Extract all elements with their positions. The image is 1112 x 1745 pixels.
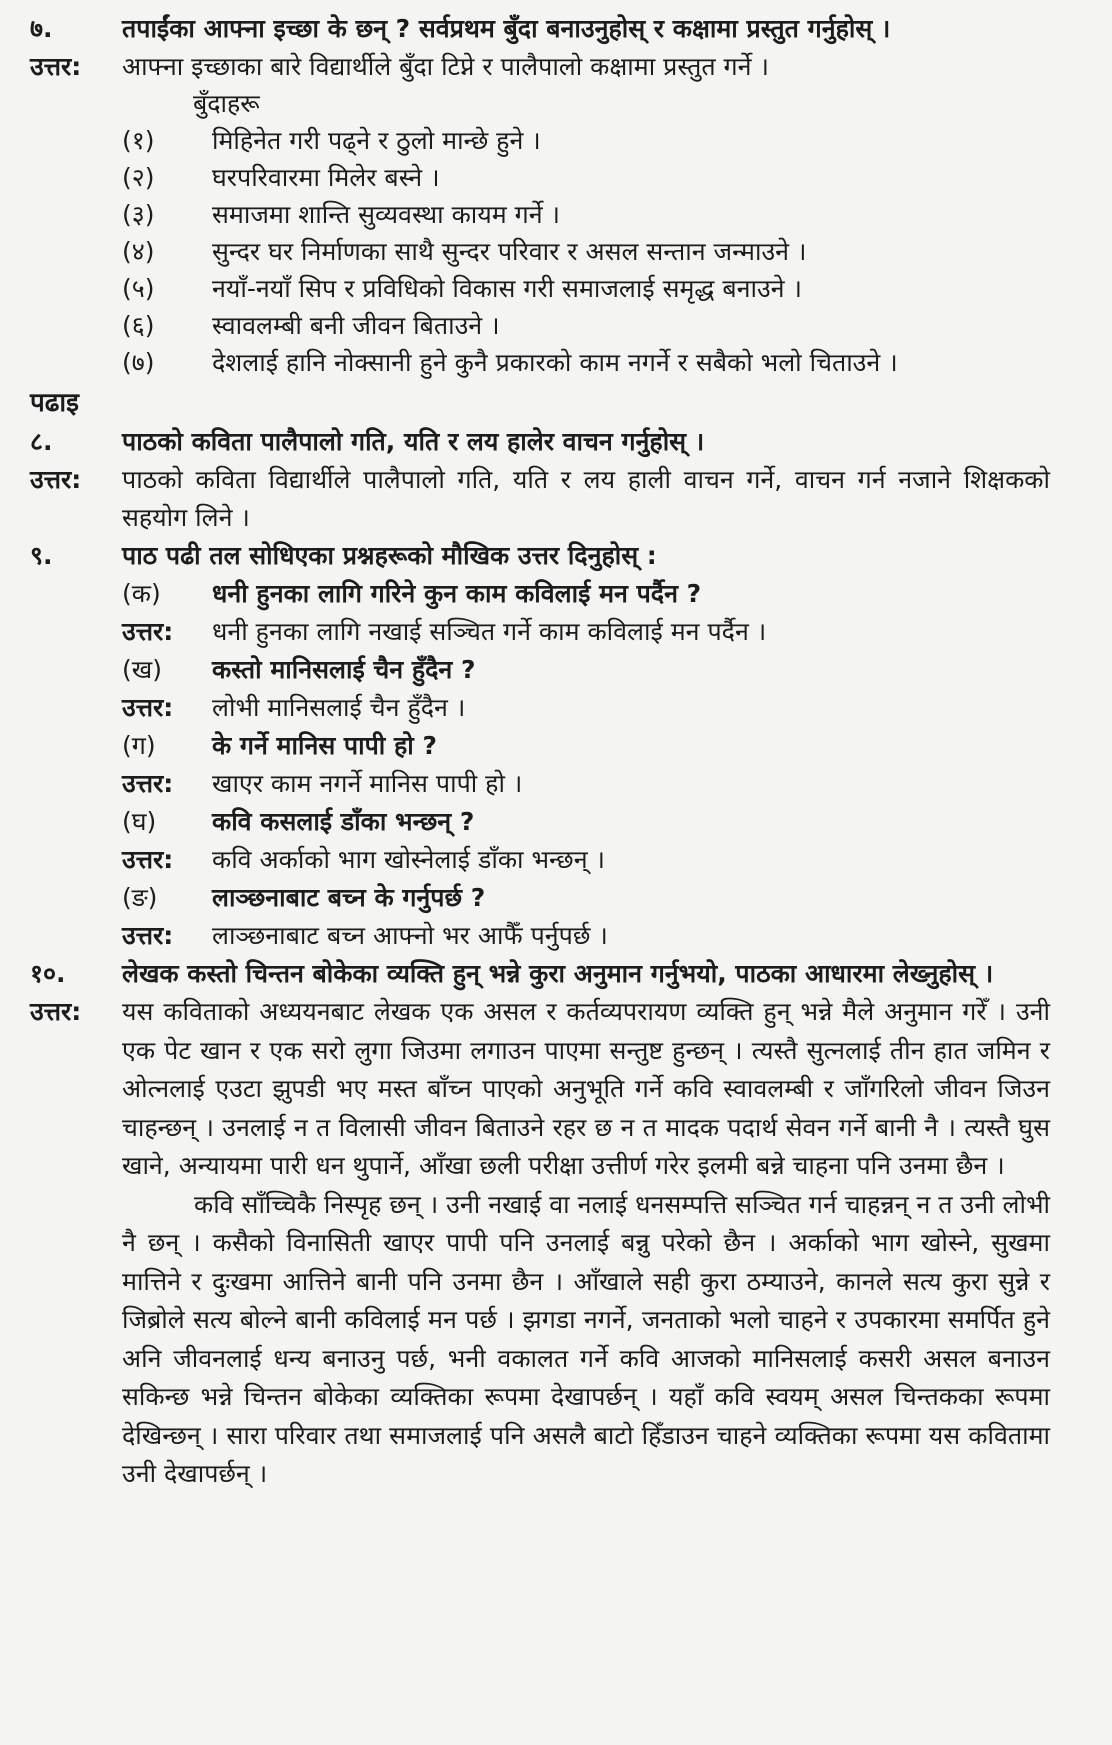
sub-question-label: (ख): [122, 655, 162, 684]
points-heading: बुँदाहरू: [193, 89, 260, 118]
sub-question: [122, 803, 1050, 841]
list-item: [122, 344, 1050, 381]
question-7: [30, 10, 1050, 48]
question-8: [30, 423, 1050, 461]
question-number: १०.: [30, 959, 66, 988]
answer-10: [30, 993, 1050, 1186]
sub-question-text: धनी हुनका लागि गरिने कुन काम कविलाई मन पर्दैन ?: [212, 579, 702, 608]
answer-label: उत्तर:: [30, 465, 82, 494]
points-list: [30, 122, 1050, 381]
point-text: घरपरिवारमा मिलेर बस्ने ।: [212, 163, 440, 192]
question-text: पाठको कविता पालैपालो गति, यति र लय हालेर वाचन गर्नुहोस् ।: [122, 427, 705, 456]
answer-paragraph-2: कवि साँच्चिकै निस्पृह छन् । उनी नखाई वा नलाई धनसम्पत्ति सञ्चित गर्न चाहन्नन् न त उनी लोभी नै छन् । कसैको विनासिती खाएर पापी पनि उनलाई बन्नु परेको छैन । अर्काको भाग खोस्ने, सुखमा मात्तिने र दुःखमा आत्तिने बानी पनि उनमा छैन । आँखाले सही कुरा ठम्याउने, कानले सत्य कुरा सुन्ने र जिब्रोले सत्य बोल्ने बानी कविलाई मन पर्छ । झगडा नगर्ने, जनताको भलो चाहने र उपकारमा समर्पित हुने अनि जीवनलाई धन्य बनाउनु पर्छ, भनी वकालत गर्ने कवि आजको मानिसलाई कसरी असल बनाउन सकिन्छ भन्ने चिन्तन बोकेका व्यक्तिका रूपमा देखापर्छन् । यहाँ कवि स्वयम् असल चिन्तकका रूपमा देखिन्छन् । सारा परिवार तथा समाजलाई पनि असलै बाटो हिँडाउन चाहने व्यक्तिका रूपमा यस कवितामा उनी देखापर्छन् ।: [122, 1189, 1050, 1488]
answer-label: उत्तर:: [122, 693, 174, 722]
list-item: [122, 196, 1050, 233]
sub-question-text: कवि कसलाई डाँका भन्छन् ?: [212, 807, 475, 836]
point-label: (६): [122, 311, 155, 340]
question-text: तपाईंका आफ्ना इच्छा के छन् ? सर्वप्रथम बुँदा बनाउनुहोस् र कक्षामा प्रस्तुत गर्नुहोस् ।: [122, 14, 891, 43]
answer-paragraph-1: यस कविताको अध्ययनबाट लेखक एक असल र कर्तव्यपरायण व्यक्ति हुन् भन्ने मैले अनुमान गरेँ । उनी एक पेट खान र एक सरो लुगा जिउमा लगाउन पाएमा सन्तुष्ट हुन्छन् । त्यस्तै सुत्नलाई तीन हात जमिन र ओत्नलाई एउटा झुपडी भए मस्त बाँच्न पाएको अनुभूति गर्ने कवि स्वावलम्बी र जाँगरिलो जीवन जिउन चाहन्छन् । उनलाई न त विलासी जीवन बिताउने रहर छ न त मादक पदार्थ सेवन गर्ने बानी नै । त्यस्तै घुस खाने, अन्यायमा पारी धन थुपार्ने, आँखा छली परीक्षा उत्तीर्ण गरेर इलमी बन्ने चाहना पनि उनमा छैन ।: [122, 997, 1050, 1180]
sub-answer-text: लाञ्छनाबाट बच्न आफ्नो भर आफैँ पर्नुपर्छ ।: [212, 921, 608, 950]
sub-answer: [122, 613, 1050, 651]
answer-label: उत्तर:: [122, 845, 174, 874]
sub-answer: [122, 841, 1050, 879]
question-number: ९.: [30, 541, 53, 570]
section-heading: पढाइ: [30, 388, 79, 418]
question-text: पाठ पढी तल सोधिएका प्रश्नहरूको मौखिक उत्तर दिनुहोस् :: [122, 541, 657, 570]
sub-question: [122, 651, 1050, 689]
point-text: मिहिनेत गरी पढ्ने र ठुलो मान्छे हुने ।: [212, 126, 541, 155]
point-text: स्वावलम्बी बनी जीवन बिताउने ।: [212, 311, 500, 340]
answer-label: उत्तर:: [30, 52, 82, 81]
question-text: लेखक कस्तो चिन्तन बोकेका व्यक्ति हुन् भन्ने कुरा अनुमान गर्नुभयो, पाठका आधारमा लेख्नुहोस् ।: [122, 959, 994, 988]
sub-question-text: लाञ्छनाबाट बच्न के गर्नुपर्छ ?: [212, 883, 486, 912]
sub-answer-text: लोभी मानिसलाई चैन हुँदैन ।: [212, 693, 466, 722]
sub-question-text: कस्तो मानिसलाई चैन हुँदैन ?: [212, 655, 476, 684]
question-10: [30, 955, 1050, 993]
question-9: [30, 537, 1050, 575]
list-item: [122, 270, 1050, 307]
list-item: [122, 159, 1050, 196]
point-label: (२): [122, 163, 155, 192]
point-label: (४): [122, 237, 155, 266]
sub-question: [122, 727, 1050, 765]
question-number: ७.: [30, 14, 53, 43]
sub-answer-text: धनी हुनका लागि नखाई सञ्चित गर्ने काम कविलाई मन पर्दैन ।: [212, 617, 767, 646]
point-text: सुन्दर घर निर्माणका साथै सुन्दर परिवार र असल सन्तान जन्माउने ।: [212, 237, 807, 266]
point-text: देशलाई हानि नोक्सानी हुने कुनै प्रकारको काम नगर्ने र सबैको भलो चिताउने ।: [212, 348, 898, 377]
sub-questions: [30, 575, 1050, 955]
answer-text: आफ्ना इच्छाका बारे विद्यार्थीले बुँदा टिप्ने र पालैपालो कक्षामा प्रस्तुत गर्ने ।: [122, 52, 769, 81]
answer-text: पाठको कविता विद्यार्थीले पालैपालो गति, यति र लय हाली वाचन गर्ने, वाचन गर्न नजाने शिक्षकको सहयोग लिने ।: [122, 465, 1050, 532]
sub-answer: [122, 689, 1050, 727]
answer-label: उत्तर:: [30, 997, 82, 1026]
sub-question-label: (ङ): [122, 883, 158, 912]
point-text: समाजमा शान्ति सुव्यवस्था कायम गर्ने ।: [212, 200, 561, 229]
answer-label: उत्तर:: [122, 769, 174, 798]
sub-question-label: (ग): [122, 731, 156, 760]
point-label: (७): [122, 348, 155, 377]
point-text: नयाँ-नयाँ सिप र प्रविधिको विकास गरी समाजलाई समृद्ध बनाउने ।: [212, 274, 802, 303]
point-label: (१): [122, 126, 155, 155]
sub-question-label: (घ): [122, 807, 157, 836]
sub-question: [122, 575, 1050, 613]
list-item: [122, 233, 1050, 270]
sub-question-text: के गर्ने मानिस पापी हो ?: [212, 731, 437, 760]
sub-question: [122, 879, 1050, 917]
list-item: [122, 122, 1050, 159]
list-item: [122, 307, 1050, 344]
answer-label: उत्तर:: [122, 617, 174, 646]
sub-answer-text: खाएर काम नगर्ने मानिस पापी हो ।: [212, 769, 523, 798]
sub-question-label: (क): [122, 579, 161, 608]
sub-answer: [122, 917, 1050, 955]
point-label: (५): [122, 274, 155, 303]
question-number: ८.: [30, 427, 53, 456]
answer-7: [30, 48, 1050, 86]
sub-answer-text: कवि अर्काको भाग खोस्नेलाई डाँका भन्छन् ।: [212, 845, 606, 874]
answer-8: [30, 461, 1050, 537]
point-label: (३): [122, 200, 155, 229]
answer-label: उत्तर:: [122, 921, 174, 950]
sub-answer: [122, 765, 1050, 803]
